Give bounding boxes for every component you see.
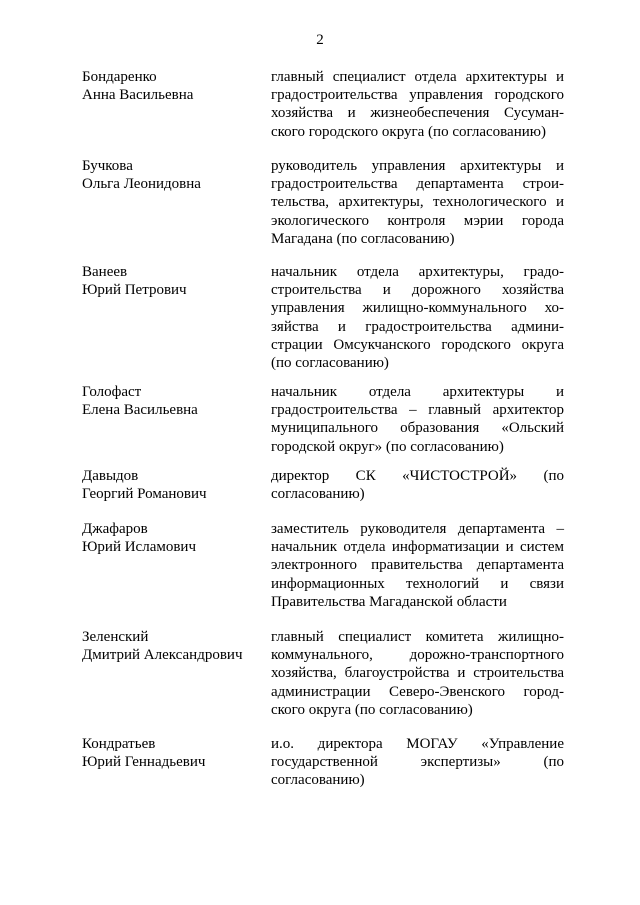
- position-line: хозяйства, благоустройства и строительства: [271, 665, 564, 682]
- position-line: начальник отдела архитектуры и: [271, 384, 564, 400]
- position-line: согласованию): [271, 772, 365, 789]
- position-line: заместитель руководителя департамента –: [271, 521, 564, 537]
- position-line: коммунального, дорожно-транспортного: [271, 647, 564, 664]
- member-position: [271, 68, 564, 141]
- page-number: 2: [316, 32, 324, 48]
- member-position: [271, 628, 564, 719]
- position-line: директор СК «ЧИСТОСТРОЙ» (по: [271, 468, 564, 484]
- position-line: Магадана (по согласованию): [271, 230, 455, 247]
- member-given-names: Елена Васильевна: [82, 402, 198, 418]
- member-position: [271, 157, 564, 248]
- position-line: государственной экспертизы» (по: [271, 754, 564, 771]
- position-line: согласованию): [271, 486, 365, 503]
- position-line: управления жилищно-коммунального хо-: [271, 300, 564, 317]
- position-line: ского округа (по согласованию): [271, 701, 473, 718]
- member-surname: Ванеев: [82, 264, 128, 280]
- member-surname: Зеленский: [82, 629, 149, 645]
- member-given-names: Юрий Исламович: [82, 539, 197, 555]
- member-given-names: Юрий Геннадьевич: [82, 754, 206, 770]
- member-surname: Бондаренко: [82, 69, 157, 85]
- member-position: [271, 383, 564, 456]
- member-given-names: Дмитрий Александрович: [82, 647, 243, 663]
- member-name: [82, 68, 262, 104]
- position-line: руководитель управления архитектуры и: [271, 158, 564, 174]
- position-line: муниципального образования «Ольский: [271, 420, 564, 437]
- member-position: [271, 467, 564, 503]
- member-name: [82, 735, 262, 771]
- member-position: [271, 520, 564, 611]
- position-line: ского городского округа (по согласованию): [271, 123, 546, 140]
- member-surname: Голофаст: [82, 384, 142, 400]
- position-line: (по согласованию): [271, 354, 389, 371]
- position-line: главный специалист комитета жилищно-: [271, 629, 564, 645]
- position-line: информационных технологий и связи: [271, 575, 564, 592]
- position-line: хозяйства и жизнеобеспечения Сусуман-: [271, 105, 564, 122]
- member-name: [82, 263, 262, 299]
- position-line: городской округ» (по согласованию): [271, 438, 504, 455]
- member-name: [82, 628, 262, 664]
- position-line: зяйства и градостроительства админи-: [271, 318, 564, 335]
- position-line: градостроительства – главный архитектор: [271, 402, 564, 419]
- member-name: [82, 383, 262, 419]
- member-position: [271, 735, 564, 790]
- member-surname: Давыдов: [82, 468, 139, 484]
- member-given-names: Юрий Петрович: [82, 282, 187, 298]
- member-name: [82, 467, 262, 503]
- member-name: [82, 157, 262, 193]
- position-line: главный специалист отдела архитектуры и: [271, 69, 564, 85]
- member-given-names: Ольга Леонидовна: [82, 176, 201, 192]
- member-surname: Джафаров: [82, 521, 148, 537]
- position-line: начальник отдела информатизации и систем: [271, 539, 564, 556]
- member-given-names: Георгий Романович: [82, 486, 207, 502]
- position-line: строительства и дорожного хозяйства: [271, 282, 564, 299]
- position-line: электронного правительства департамента: [271, 557, 564, 574]
- position-line: страции Омсукчанского городского округа: [271, 336, 564, 353]
- position-line: Правительства Магаданской области: [271, 593, 507, 610]
- member-given-names: Анна Васильевна: [82, 87, 194, 103]
- position-line: тельства, архитектуры, технологического и: [271, 194, 564, 211]
- position-line: градостроительства департамента строи-: [271, 176, 564, 193]
- member-surname: Бучкова: [82, 158, 133, 174]
- position-line: администрации Северо-Эвенского город-: [271, 683, 564, 700]
- position-line: и.о. директора МОГАУ «Управление: [271, 736, 564, 752]
- position-line: экологического контроля мэрии города: [271, 212, 564, 229]
- member-position: [271, 263, 564, 372]
- member-surname: Кондратьев: [82, 736, 156, 752]
- position-line: градостроительства управления городского: [271, 87, 564, 104]
- member-name: [82, 520, 262, 556]
- position-line: начальник отдела архитектуры, градо-: [271, 264, 564, 280]
